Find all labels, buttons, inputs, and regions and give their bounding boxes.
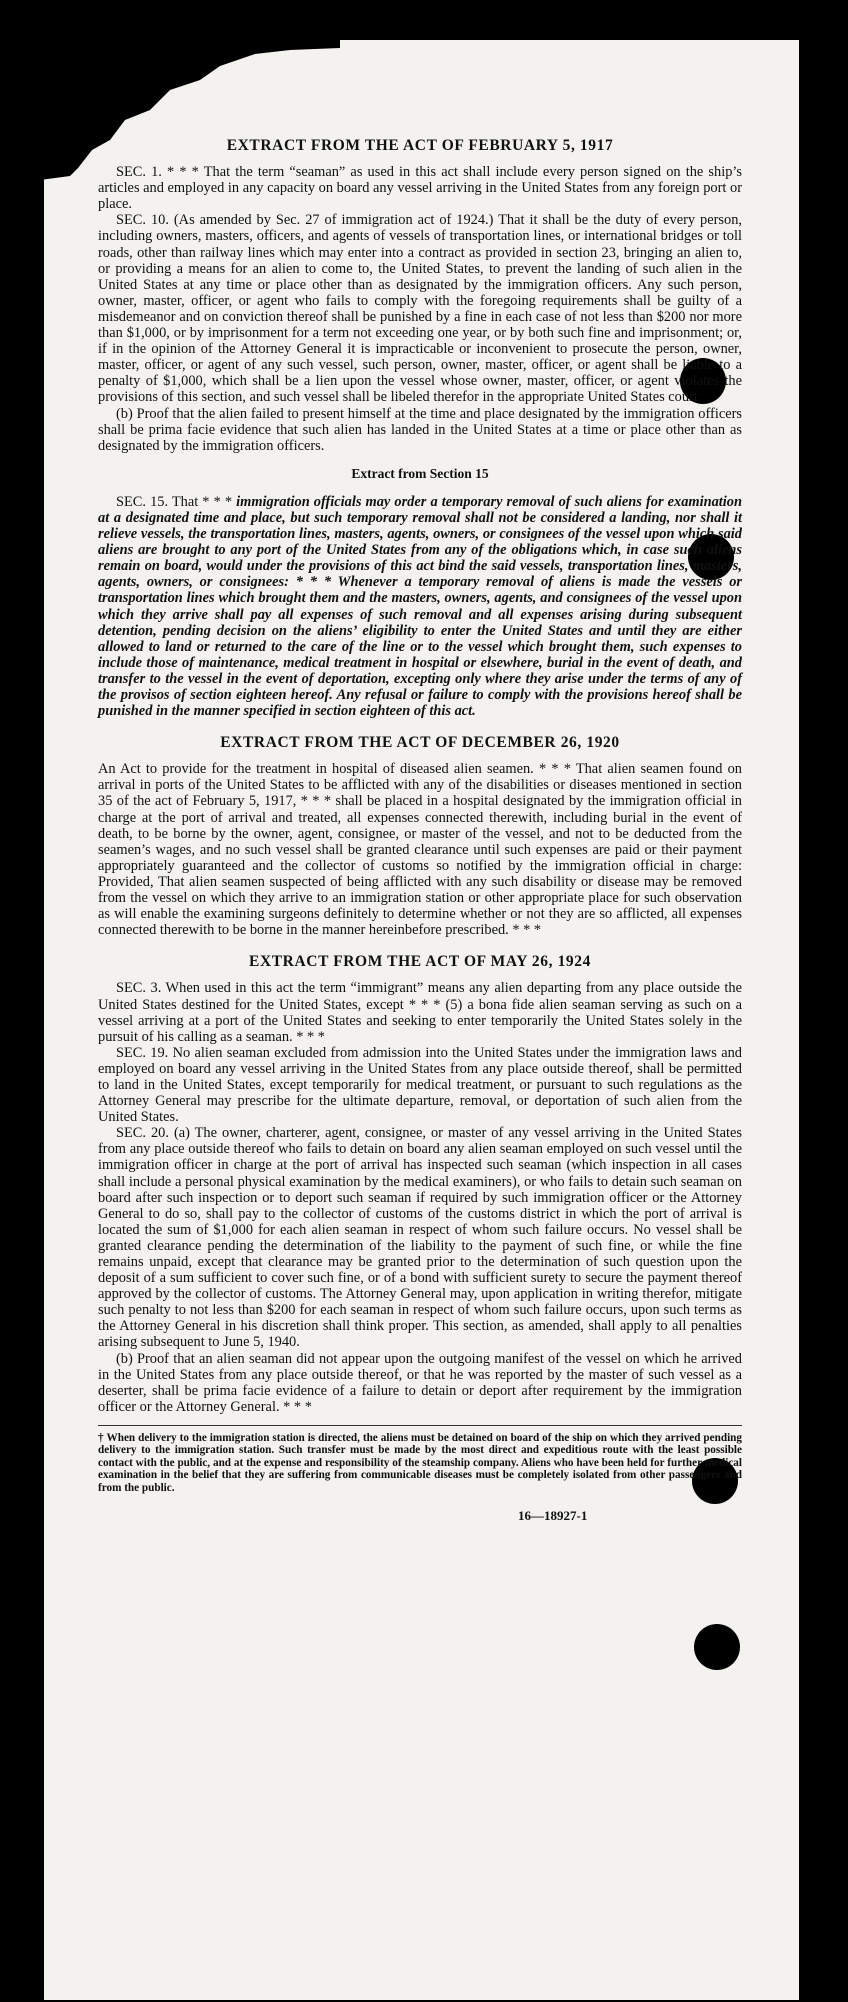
section-15-lead: SEC. 15. That * * * <box>116 493 233 510</box>
heading-act-1920: EXTRACT FROM THE ACT OF DECEMBER 26, 1920 <box>220 734 620 752</box>
section-10-b: (b) Proof that the alien failed to present himself at the time and place designated by the immigration officers shall be prima facie evidence that such alien has landed in the United States at a time or place other than as designated by the immigration officers. <box>98 405 742 454</box>
document-body <box>98 138 742 1524</box>
form-number: 16—18927-1 <box>518 1507 588 1523</box>
section-10: SEC. 10. (As amended by Sec. 27 of immigration act of 1924.) That it shall be the duty of every person, including owners, masters, officers, and agents of vessels of transportation lines, or international bridges or toll roads, other than railway lines which may enter into a contract as provided in section 23, bringing an alien to, or providing a means for an alien to come to, the United States, to prevent the landing of such alien in the United States at any time or place other than as designated by the immigration officers. Any such person, owner, master, officer, or agent who fails to comply with the foregoing requirements shall be guilty of a misdemeanor and on conviction thereof shall be punished by a fine in each case of not less than $200 nor more than $1,000, or by imprisonment for a term not exceeding one year, or by both such fine and imprisonment; or, if in the opinion of the Attorney General it is impracticable or inconvenient to prosecute the person, owner, master, officer, or agent of any such vessel, such person, owner, master, officer, or agent shall be liable to a penalty of $1,000, which shall be a lien upon the vessel whose owner, master, officer, or agent violates the provisions of this section, and such vessel shall be libeled therefor in the appropriate United States court. <box>98 212 742 406</box>
act-1920-text: An Act to provide for the treatment in hospital of diseased alien seamen. * * * That alien seamen found on arrival in ports of the United States to be afflicted with any of the disabilities or diseases mentioned in section 35 of the act of February 5, 1917, * * * shall be placed in a hospital designated by the immigration official in charge at the port of arrival and treated, all expenses connected therewith, including burial in the event of death, to be borne by the owner, agent, consignee, or master of the vessel, and not to be deducted from the seamen’s wages, and no such vessel shall be granted clearance until such expenses are paid or their payment appropriately guaranteed and the collector of customs so notified by the immigration official in charge: Provided, That alien seamen suspected of being afflicted with any such disability or disease may be removed from the vessel on which they arrive to an immigration station or other appropriate place for such observation as will enable the examining surgeons definitely to determine whether or not they are so afflicted, all expenses connected therewith to be borne in the manner hereinbefore prescribed. * * * <box>98 761 742 939</box>
footnote: † When delivery to the immigration station is directed, the aliens must be detained on board of the ship on which they arrived pending delivery to the immigration station. Such transfer must be made by the most direct and expeditious route with the least possible contact with the public, and at the expense and responsibility of the steamship company. Aliens who have been held for further medical examination in the belief that they are suffering from communicable diseases must be completely isolated from other passengers and from the public. <box>98 1425 742 1494</box>
section-20-b: (b) Proof that an alien seaman did not appear upon the outgoing manifest of the vessel on which he arrived in the United States from any place outside thereof, or that he was reported by the master of such vessel as a deserter, shall be prima facie evidence of a failure to detain or deport after requirement by the immigration officer or the Attorney General. * * * <box>98 1350 742 1415</box>
section-3: SEC. 3. When used in this act the term “immigrant” means any alien departing from any place outside the United States destined for the United States, except * * * (5) a bona fide alien seaman serving as such on a vessel arriving at a port of the United States and seeking to enter temporarily the United States solely in the pursuit of his calling as a seaman. * * * <box>98 980 742 1045</box>
heading-section-15: Extract from Section 15 <box>351 465 489 481</box>
section-15-text: immigration officials may order a temporary removal of such aliens for examination at a designated time and place, but such temporary removal shall not be considered a landing, nor shall it relieve vessels, the transportation lines, masters, agents, owners, or consignees of the vessel upon which said aliens are brought to any port of the United States from any of the obligations which, in case such aliens remain on board, would under the provisions of this act bind the said vessels, transportation lines, masters, agents, owners, or consignees: * * * Whenever a temporary removal of aliens is made the vessels or transportation lines which brought them and the masters, owners, agents, and consignees of the vessel upon which they arrive shall pay all expenses of such removal and all expenses arising during subsequent detention, pending decision on the aliens’ eligibility to enter the United States and until they are either allowed to land or returned to the care of the line or to the vessel which brought them, such expenses to include those of maintenance, medical treatment in hospital or elsewhere, burial in the event of death, and transfer to the vessel in the event of deportation, excepting only where they arise under the terms of any of the provisos of section eighteen hereof. Any refusal or failure to comply with the provisions hereof shall be punished in the manner specified in section eighteen of this act. <box>98 493 742 720</box>
section-1: SEC. 1. * * * That the term “seaman” as used in this act shall include every person signed on the ship’s articles and employed in any capacity on board any vessel arriving in the United States from any foreign port or place. <box>98 164 742 213</box>
section-20: SEC. 20. (a) The owner, charterer, agent, consignee, or master of any vessel arriving in the United States from any place outside thereof who fails to detain on board any alien seaman employed on such vessel until the immigration officer in charge at the port of arrival has inspected such seaman (which inspection in all cases shall include a personal physical examination by the medical examiners), or who fails to detain such seaman on board after such inspection or to deport such seaman if required by such immigration officer or the Attorney General to do so, shall pay to the collector of customs of the customs district in which the port of arrival is located the sum of $1,000 for each alien seaman in respect of whom such failure occurs. No vessel shall be granted clearance pending the determination of the liability to the payment of such fine, or while the fine remains unpaid, except that clearance may be granted prior to the determination of such question upon the deposit of a sum sufficient to cover such fine, or of a bond with sufficient surety to secure the payment thereof approved by the collector of customs. The Attorney General may, upon application in writing therefor, mitigate such penalty to not less than $200 for each seaman in respect of whom such failure occurs, upon such terms as the Attorney General in his discretion shall think proper. This section, as amended, shall apply to all penalties arising subsequent to June 5, 1940. <box>98 1125 742 1351</box>
heading-act-1924: EXTRACT FROM THE ACT OF MAY 26, 1924 <box>249 953 591 971</box>
section-19: SEC. 19. No alien seaman excluded from admission into the United States under the immigration laws and employed on board any vessel arriving in the United States from any place outside thereof, shall be permitted to land in the United States, except temporarily for medical treatment, or pursuant to such regulations as the Attorney General may prescribe for the ultimate departure, removal, or deportation of such alien from the United States. <box>98 1044 742 1126</box>
heading-act-1917: EXTRACT FROM THE ACT OF FEBRUARY 5, 1917 <box>226 137 614 154</box>
punch-hole-bottom <box>694 1624 740 1670</box>
section-15 <box>98 494 742 719</box>
